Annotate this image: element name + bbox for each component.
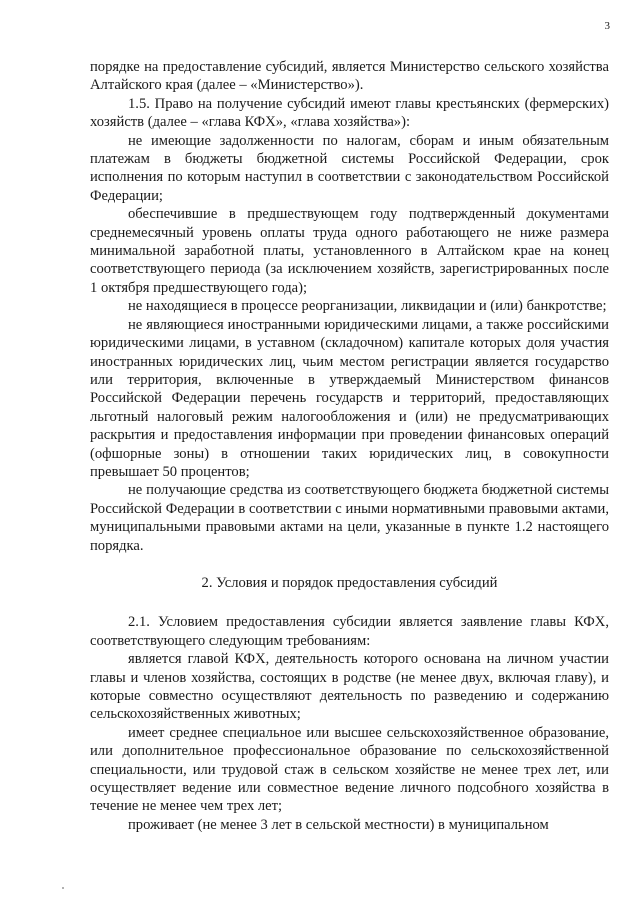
paragraph-no-reorganization: не находящиеся в процессе реорганизации, ликвидации и (или) банкротстве; bbox=[128, 298, 607, 315]
paragraph-education: имеет среднее специальное или высшее сельскохозяйственное образование, или дополнительное профессиональное образование по сельскохозяйственной специальности, или трудовой стаж в сельском хозяйстве не менее трех лет, или осуществляет ведение или совместное ведение личного подсобного хозяйства в течение не менее чем трех лет; bbox=[90, 724, 609, 815]
document-body bbox=[90, 58, 609, 834]
paragraph-no-tax-debt: не имеющие задолженности по налогам, сборам и иным обязательным платежам в бюджеты бюджетной системы Российской Федерации, срок исполнения по которым наступил в соответствии с законодательством Российской Федерации; bbox=[90, 132, 609, 204]
paragraph-residence: проживает (не менее 3 лет в сельской местности) в муниципальном bbox=[128, 816, 549, 833]
scan-speck bbox=[62, 887, 64, 889]
section-heading: 2. Условия и порядок предоставления субсидий bbox=[201, 574, 498, 591]
paragraph-no-other-funds: не получающие средства из соответствующего бюджета бюджетной системы Российской Федерации в соответствии с иными нормативными правовыми актами, муниципальными правовыми актами на цели, указанные в пункте 1.2 настоящего порядка. bbox=[90, 482, 609, 554]
page-number: 3 bbox=[604, 20, 610, 32]
paragraph-not-foreign-entity: не являющиеся иностранными юридическими лицами, а также российскими юридическими лицами, в уставном (складочном) капитале которых доля участия иностранных юридических лиц, чьим местом регистрации является государство или территория, включенные в утверждаемый Министерством финансов Российской Федерации перечень государств и территорий, предоставляющих льготный налоговый режим налогообложения и (или) не предусматривающих раскрытия и предоставления информации при проведении финансовых операций (офшорные зоны) в отношении таких юридических лиц, в совокупности превышает 50 процентов; bbox=[90, 316, 609, 480]
paragraph-clause-1-5: 1.5. Право на получение субсидий имеют главы крестьянских (фермерских) хозяйств (далее – «глава КФХ», «глава хозяйства»): bbox=[90, 95, 609, 131]
paragraph-clause-2-1: 2.1. Условием предоставления субсидии является заявление главы КФХ, соответствующего следующим требованиям: bbox=[90, 614, 609, 649]
paragraph-kfh-head: является главой КФХ, деятельность которого основана на личном участии главы и членов хозяйства, состоящих в родстве (не менее двух, включая главу), и которые совместно осуществляют деятельность по разведению и содержанию сельскохозяйственных животных; bbox=[90, 651, 609, 723]
paragraph-continuation: порядке на предоставление субсидий, является Министерство сельского хозяйства Алтайского края (далее – «Министерство»). bbox=[90, 59, 609, 94]
paragraph-wage-level: обеспечившие в предшествующем году подтвержденный документами среднемесячный уровень оплаты труда одного работающего не ниже размера минимальной заработной платы, установленного в Алтайском крае на конец соответствующего периода (за исключением хозяйств, зарегистрированных после 1 октября предшествующего года); bbox=[90, 206, 609, 296]
